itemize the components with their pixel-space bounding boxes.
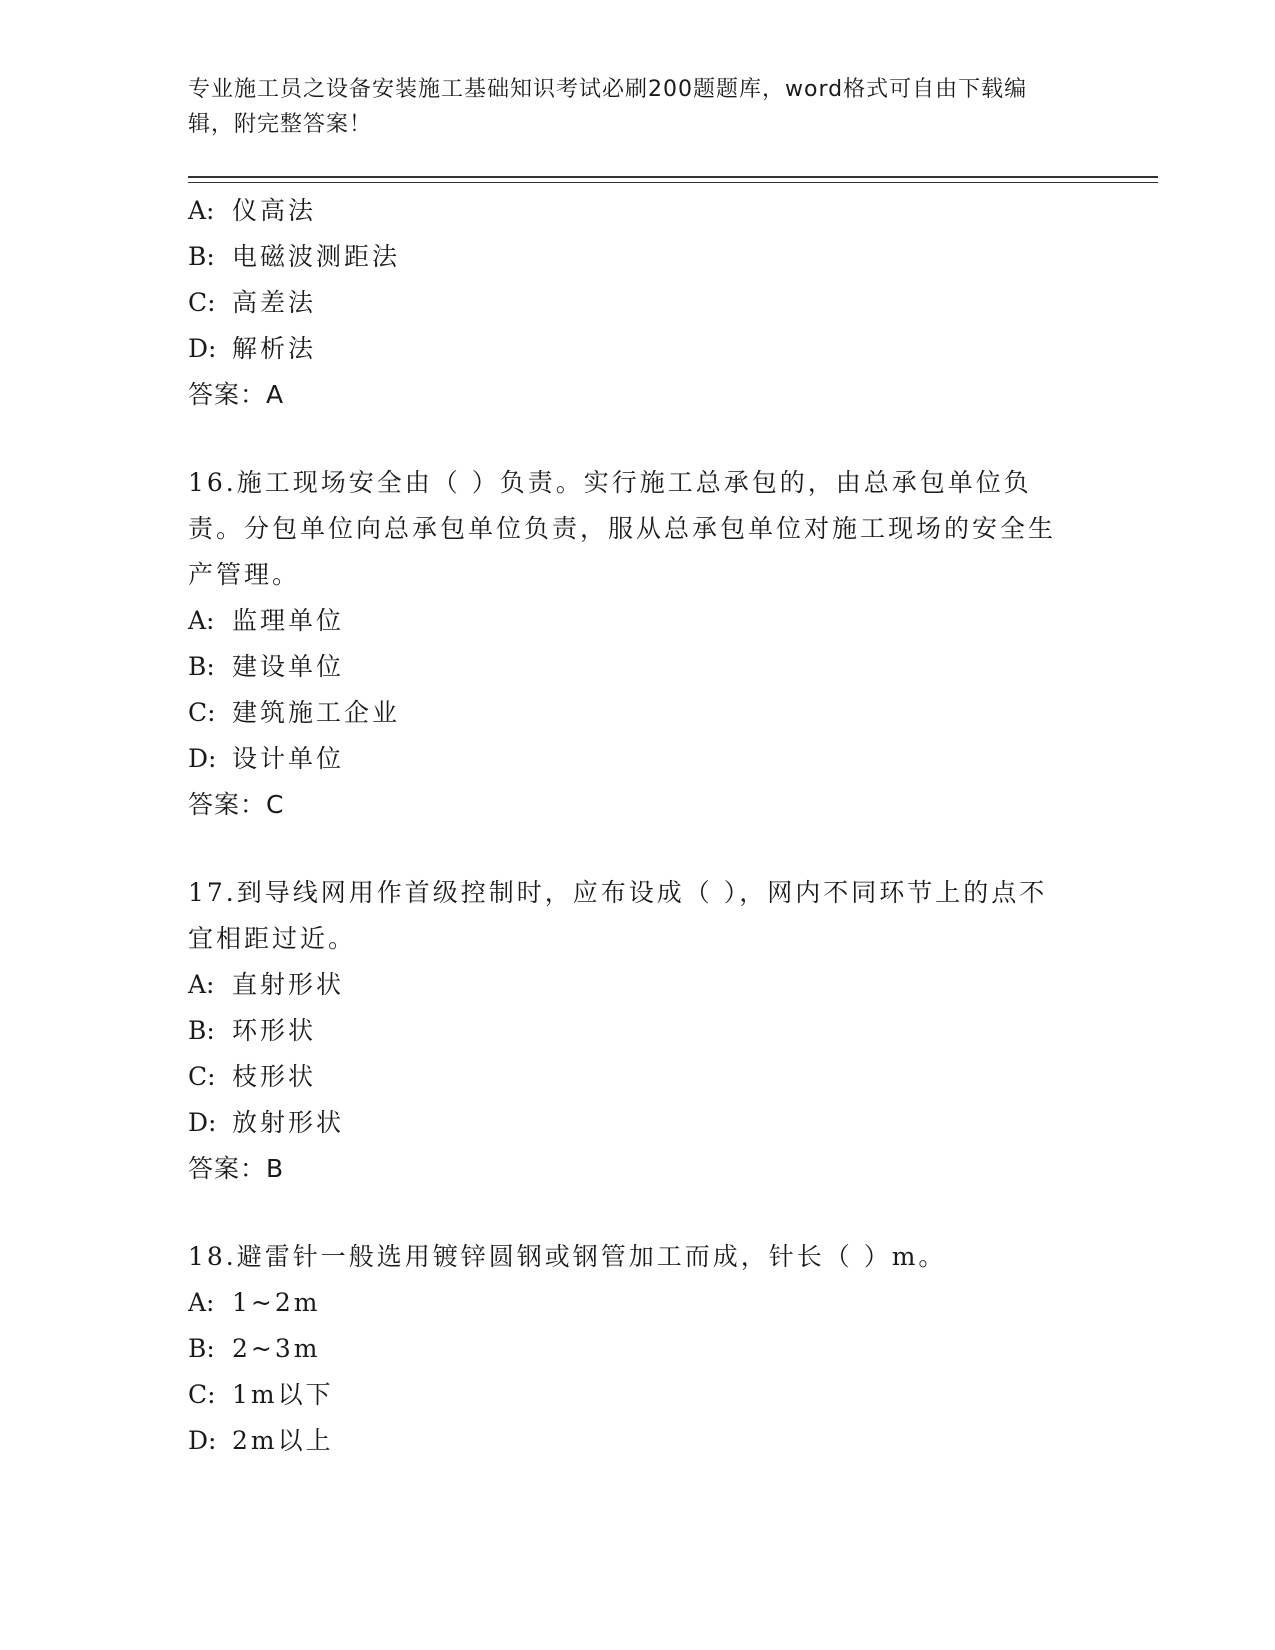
option-text: 环形状 xyxy=(232,1016,317,1045)
question-block-16 xyxy=(188,460,1068,828)
option-a xyxy=(188,598,1068,644)
option-c xyxy=(188,1372,1068,1418)
document-header xyxy=(188,72,1068,142)
question-block-15 xyxy=(188,188,1068,418)
question-text: 17.到导线网用作首级控制时，应布设成（ ），网内不同环节上的点不宜相距过近。 xyxy=(188,878,1048,953)
option-key: C: xyxy=(188,288,216,317)
option-d xyxy=(188,1418,1068,1464)
option-c xyxy=(188,690,1068,736)
option-key: A: xyxy=(188,606,215,635)
option-text: 直射形状 xyxy=(232,970,345,999)
spacer xyxy=(188,828,1068,870)
question-text: 16.施工现场安全由（ ）负责。实行施工总承包的，由总承包单位负责。分包单位向总承包单位负责，服从总承包单位对施工现场的安全生产管理。 xyxy=(188,468,1057,589)
spacer xyxy=(188,418,1068,460)
option-key: C: xyxy=(188,698,216,727)
header-divider-thick xyxy=(188,176,1158,178)
option-key: A: xyxy=(188,1288,215,1317)
option-text: 高差法 xyxy=(232,288,317,317)
option-key: D: xyxy=(188,1426,217,1455)
question-list xyxy=(188,188,1068,1464)
option-text: 2m以上 xyxy=(232,1426,334,1455)
option-text: 建筑施工企业 xyxy=(232,698,401,727)
option-c xyxy=(188,1054,1068,1100)
option-text: 放射形状 xyxy=(232,1108,345,1137)
option-a xyxy=(188,188,1068,234)
option-key: D: xyxy=(188,334,217,363)
option-key: C: xyxy=(188,1062,216,1091)
answer-line: 答案：B xyxy=(188,1154,285,1183)
option-text: 建设单位 xyxy=(232,652,345,681)
option-key: D: xyxy=(188,744,217,773)
option-a xyxy=(188,962,1068,1008)
option-text: 1m以下 xyxy=(232,1380,334,1409)
option-a xyxy=(188,1280,1068,1326)
option-d xyxy=(188,326,1068,372)
option-d xyxy=(188,736,1068,782)
spacer xyxy=(188,1192,1068,1234)
question-block-17 xyxy=(188,870,1068,1192)
option-key: B: xyxy=(188,1334,215,1363)
header-title: 专业施工员之设备安装施工基础知识考试必刷200题题库，word格式可自由下载编辑，附完整答案！ xyxy=(188,77,1028,137)
option-key: A: xyxy=(188,196,215,225)
option-c xyxy=(188,280,1068,326)
option-key: A: xyxy=(188,970,215,999)
option-key: B: xyxy=(188,652,215,681)
answer-line: 答案：A xyxy=(188,380,285,409)
option-key: B: xyxy=(188,1016,215,1045)
option-text: 设计单位 xyxy=(232,744,345,773)
option-key: C: xyxy=(188,1380,216,1409)
question-block-18 xyxy=(188,1234,1068,1464)
option-text: 1~2m xyxy=(232,1288,321,1317)
option-b xyxy=(188,1008,1068,1054)
option-key: D: xyxy=(188,1108,217,1137)
question-text: 18.避雷针一般选用镀锌圆钢或钢管加工而成，针长（ ）m。 xyxy=(188,1242,947,1271)
header-divider-thin xyxy=(188,182,1158,183)
option-key: B: xyxy=(188,242,215,271)
option-text: 2~3m xyxy=(232,1334,321,1363)
option-b xyxy=(188,234,1068,280)
option-text: 仪高法 xyxy=(232,196,317,225)
option-text: 解析法 xyxy=(232,334,317,363)
option-text: 电磁波测距法 xyxy=(232,242,401,271)
option-text: 监理单位 xyxy=(232,606,345,635)
option-text: 枝形状 xyxy=(232,1062,317,1091)
option-d xyxy=(188,1100,1068,1146)
option-b xyxy=(188,644,1068,690)
answer-line: 答案：C xyxy=(188,790,285,819)
option-b xyxy=(188,1326,1068,1372)
